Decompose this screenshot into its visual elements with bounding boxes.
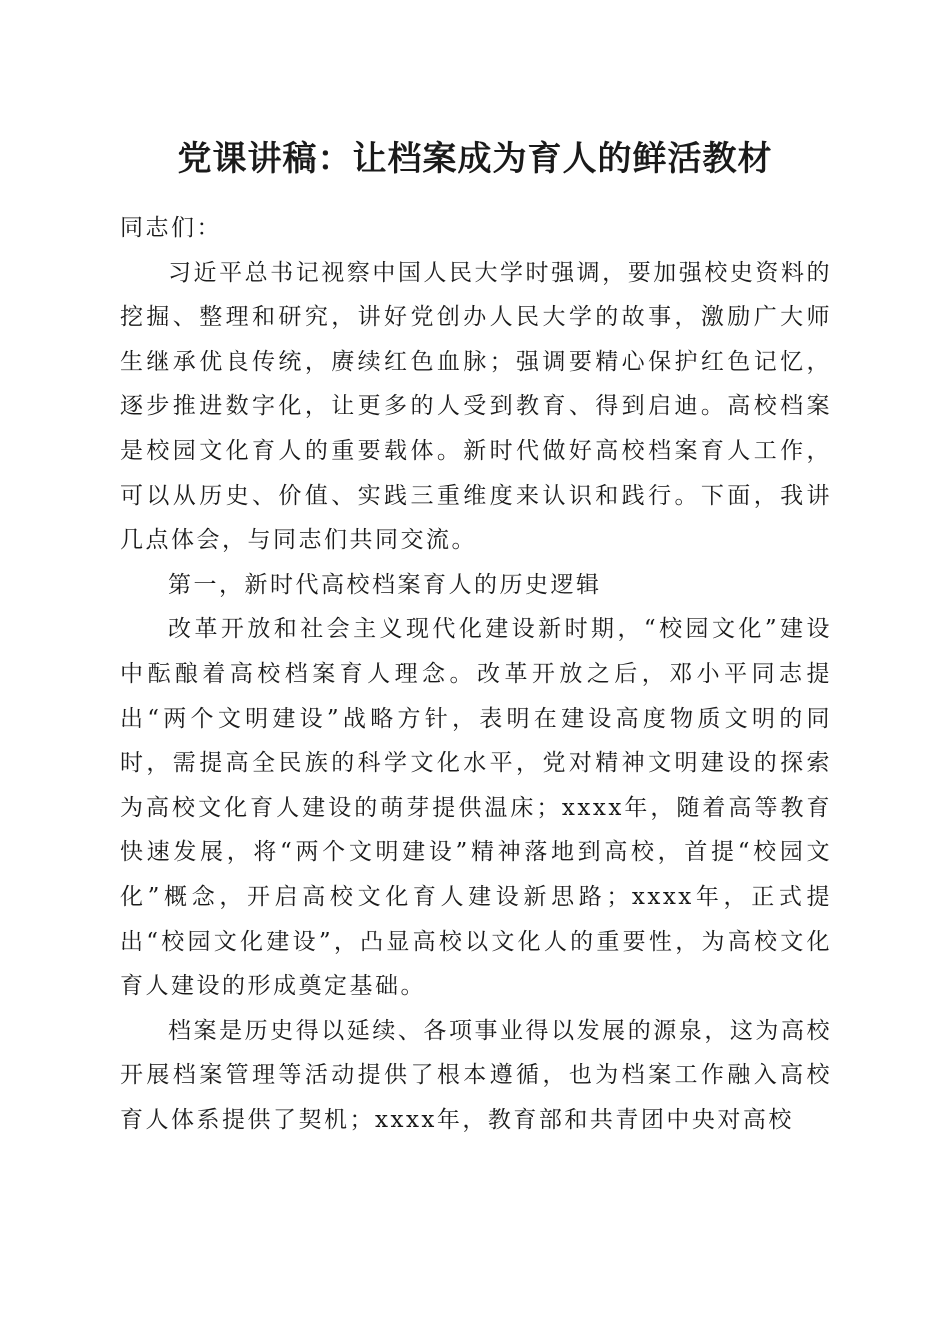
paragraph-archives: 档案是历史得以延续、各项事业得以发展的源泉，这为高校开展档案管理等活动提供了根本遵循，也为档案工作融入高校育人体系提供了契机；xxxx年，教育部和共青团中央对高校 [120,1017,832,1133]
document-body [120,206,832,1142]
document-title: 党课讲稿：让档案成为育人的鲜活教材 [177,139,773,179]
paragraph-intro: 习近平总书记视察中国人民大学时强调，要加强校史资料的挖掘、整理和研究，讲好党创办人民大学的故事，激励广大师生继承优良传统，赓续红色血脉；强调要精心保护红色记忆，逐步推进数字化，让更多的人受到教育、得到启迪。高校档案是校园文化育人的重要载体。新时代做好高校档案育人工作，可以从历史、价值、实践三重维度来认识和践行。下面，我讲几点体会，与同志们共同交流。 [120,259,832,554]
salutation: 同志们： [120,215,222,241]
paragraph-history: 改革开放和社会主义现代化建设新时期，“校园文化”建设中酝酿着高校档案育人理念。改革开放之后，邓小平同志提出“两个文明建设”战略方针，表明在建设高度物质文明的同时，需提高全民族的科学文化水平，党对精神文明建设的探索为高校文化育人建设的萌芽提供温床；xxxx年，随着高等教育快速发展，将“两个文明建设”精神落地到高校，首提“校园文化”概念，开启高校文化育人建设新思路；xxxx年，正式提出“校园文化建设”，凸显高校以文化人的重要性，为高校文化育人建设的形成奠定基础。 [120,616,832,1000]
section-heading-1: 第一，新时代高校档案育人的历史逻辑 [168,571,602,598]
